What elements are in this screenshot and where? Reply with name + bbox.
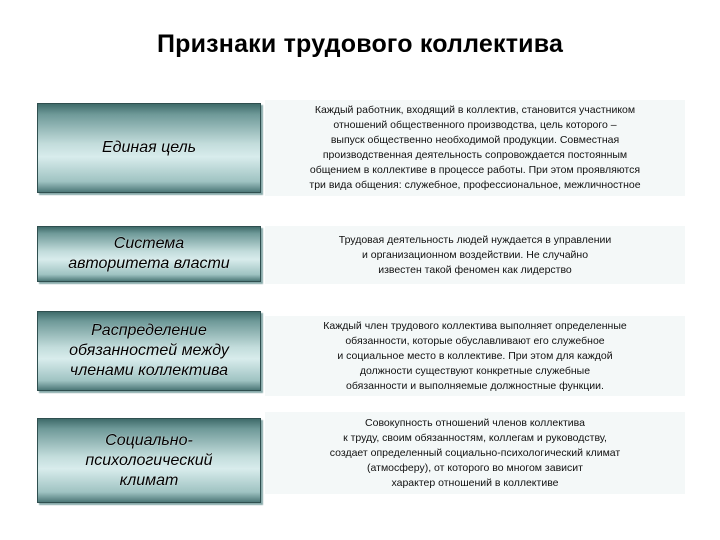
feature-label-line: Социально- <box>105 431 193 449</box>
feature-label-line: авторитета власти <box>68 255 230 272</box>
feature-description <box>265 316 685 396</box>
feature-label-line: Единая цель <box>101 139 197 156</box>
feature-label-line: Система <box>113 235 185 252</box>
description-line: отношений общественного производства, цель которого – <box>333 119 617 131</box>
page-title: Признаки трудового коллектива <box>156 30 564 58</box>
feature-description <box>265 100 685 196</box>
feature-label <box>102 138 196 158</box>
feature-label-line: климат <box>119 471 179 489</box>
feature-label-box <box>37 103 261 193</box>
description-line: и социальное место в коллективе. При этом для каждой <box>337 349 613 362</box>
description-line: Совокупность отношений членов коллектива <box>365 416 585 429</box>
description-line: выпуск общественно необходимой продукции. Совместная <box>330 134 620 146</box>
feature-description <box>265 412 685 494</box>
description-line: Трудовая деятельность людей нуждается в управлении <box>338 233 612 246</box>
feature-label <box>85 431 212 491</box>
feature-label-line: членами коллектива <box>69 362 229 379</box>
description-line: должности существуют конкретные служебные <box>359 364 591 377</box>
feature-label-line: Распределение <box>91 322 207 339</box>
feature-label <box>68 234 229 274</box>
description-line: (атмосферу), от которого во многом зависит <box>367 461 583 474</box>
description-line: к труду, своим обязанностям, коллегам и руководству, <box>343 431 607 444</box>
feature-label-line: обязанностей между <box>69 342 229 359</box>
feature-label-line: психологический <box>85 451 213 469</box>
description-line: Каждый работник, входящий в коллектив, становится участником <box>314 104 636 116</box>
description-line: три вида общения: служебное, профессиональное, межличностное <box>309 179 641 191</box>
description-line: производственная деятельность сопровождается постоянным <box>322 149 628 161</box>
description-line: обязанности и выполняемые должностные функции. <box>346 379 604 392</box>
feature-label <box>69 321 229 381</box>
description-line: известен такой феномен как лидерство <box>378 263 572 276</box>
feature-label-box <box>37 226 261 282</box>
description-line: и организационном воздействии. Не случайно <box>361 248 589 261</box>
feature-description <box>265 226 685 284</box>
feature-label-box <box>37 418 261 503</box>
description-line: характер отношений в коллективе <box>391 476 559 489</box>
description-line: общением в коллективе в процессе работы. При этом проявляются <box>309 164 641 176</box>
feature-label-box <box>37 311 261 391</box>
description-line: создает определенный социально-психологический климат <box>329 446 621 459</box>
description-line: обязанности, которые обуславливают его служебное <box>345 334 605 347</box>
description-line: Каждый член трудового коллектива выполняет определенные <box>323 319 627 332</box>
